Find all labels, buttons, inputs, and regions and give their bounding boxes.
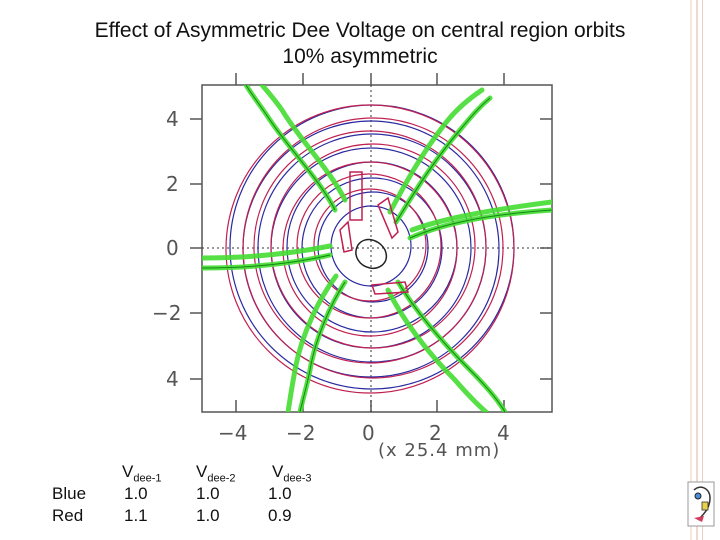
vdee-header-1: $V_{dee-1}$ [122, 462, 162, 485]
y-tick-label: 0 [166, 236, 179, 260]
row-value: 1.0 [196, 506, 220, 525]
row-value: 0.9 [268, 506, 292, 525]
x-tick-label: 4 [497, 421, 510, 445]
orbit-rings [226, 105, 514, 393]
row-label-red: Red [52, 506, 84, 525]
row-value: 1.1 [124, 506, 148, 525]
row-value: 1.0 [268, 484, 292, 503]
row-value: 1.0 [196, 484, 220, 503]
vdee-header-2: $V_{dee-2}$ [196, 462, 236, 485]
row-value: 1.0 [124, 484, 148, 503]
x-unit-label: (x 25.4 mm) [378, 440, 501, 461]
row-label-blue: Blue [52, 484, 87, 503]
x-tick-label: 2 [429, 421, 442, 445]
x-tick-label: −4 [218, 421, 248, 445]
title-line-2: 10% asymmetric [282, 45, 438, 68]
y-tick-label: −2 [152, 301, 182, 325]
y-tick-label: 4 [166, 107, 179, 131]
y-tick-label: 2 [166, 172, 179, 196]
y-tick-label: 4 [166, 367, 179, 391]
face-logo-icon [686, 480, 716, 528]
title-line-1: Effect of Asymmetric Dee Voltage on central region orbits [94, 19, 626, 42]
x-tick-label: 0 [362, 421, 375, 445]
x-tick-label: −2 [286, 421, 316, 445]
vdee-header-3: $V_{dee-3}$ [272, 462, 312, 485]
